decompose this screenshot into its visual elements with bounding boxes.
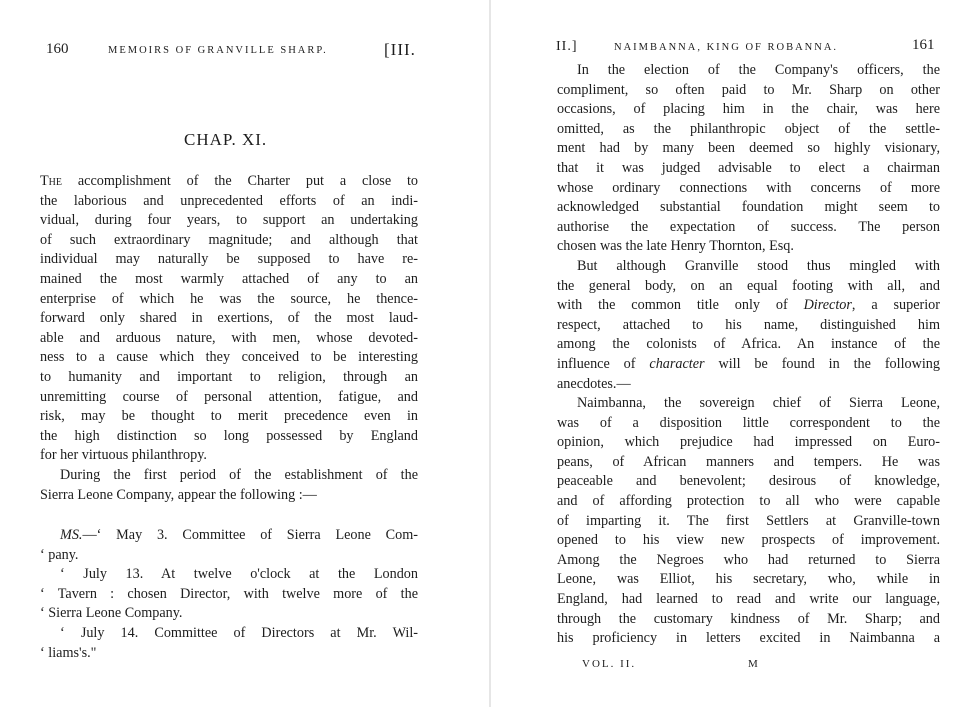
chapter-title: CHAP. XI. [184, 130, 268, 149]
body-line: that it was judged advisable to elect a chairman [557, 159, 940, 176]
body-line: individual may naturally be supposed to have re- [40, 251, 418, 268]
body-line: and of affording protection to all who were capable [557, 493, 940, 510]
body-line: forward only shared in exertions, of the most laud- [40, 310, 418, 327]
body-line: vidual, during four years, to support an undertaking [40, 212, 418, 229]
body-line: mained the most warmly attached of any to an [40, 270, 418, 287]
left-body-text [40, 172, 418, 505]
body-line: Naimbanna, the sovereign chief of Sierra Leone, [577, 395, 940, 412]
body-line: Leone, was Elliot, his secretary, who, while in [557, 571, 940, 588]
body-line: the high distinction so long possessed by England [40, 427, 418, 444]
signature-mark: M [748, 658, 760, 670]
body-line: with the common title only of Director, a superior [557, 297, 940, 314]
body-line: authorise the expectation of success. The person [557, 218, 940, 235]
body-line: able and arduous nature, with men, whose devoted- [40, 329, 418, 346]
body-line: of imparting it. The first Settlers at Granville-town [557, 512, 940, 529]
body-line: During the first period of the establishment of the [60, 466, 418, 483]
body-line: his proficiency in letters excited in Naimbanna a [557, 630, 940, 647]
body-line: respect, attached to his name, distinguished him [557, 316, 940, 333]
emphasis-character: character [649, 355, 705, 372]
running-head-left: MEMOIRS OF GRANVILLE SHARP. [108, 45, 328, 56]
body-line: opinion, which prejudice had impressed on Euro- [557, 434, 940, 451]
body-line: In the election of the Company's officers, the [577, 62, 940, 78]
emphasis-director: Director [803, 297, 852, 314]
right-page [490, 0, 980, 707]
volume-footer: VOL. II. [582, 658, 637, 670]
quote-line: ‘ Sierra Leone Company. [40, 605, 183, 622]
body-line: ness to a cause which they conceived to be interesting [40, 349, 418, 366]
section-marker-left: [III. [384, 40, 416, 59]
quote-line: ‘ pany. [40, 546, 79, 563]
manuscript-quote [40, 526, 418, 663]
body-line: through the customary kindness of Mr. Sharp; and [557, 610, 940, 627]
body-line: Among the Negroes who had returned to Sierra [557, 551, 940, 568]
drop-word: The [40, 173, 62, 189]
body-line: the laborious and unprecedented efforts of an indi- [40, 192, 418, 209]
page-number-left: 160 [46, 41, 69, 57]
body-line: But although Granville stood thus mingled with [577, 257, 940, 274]
body-line: unremitting course of personal attention, fatigue, and [40, 388, 418, 405]
body-line: peans, of African manners and tempers. He was [557, 453, 940, 470]
body-line: omitted, as the philanthropic object of the settle- [557, 120, 940, 137]
body-line: enterprise of which he was the source, he thence- [40, 290, 418, 307]
body-line: was of a disposition little correspondent to the [557, 414, 940, 431]
body-line: whose ordinary connections with concerns of more [557, 179, 940, 196]
body-line: acknowledged substantial foundation might seem to [557, 199, 940, 216]
body-line: opened to his view new prospects of improvement. [557, 532, 940, 549]
quote-line: MS.—‘ May 3. Committee of Sierra Leone Com- [60, 527, 418, 543]
body-line: peaceable and benevolent; desirous of knowledge, [557, 473, 940, 490]
page-number-right: 161 [912, 37, 935, 53]
body-line: risk, may be thought to merit precedence even in [40, 408, 418, 425]
body-line: chosen was the late Henry Thornton, Esq. [557, 238, 794, 255]
body-line: compliment, so often paid to Mr. Sharp on other [557, 81, 940, 98]
quote-line: ‘ July 14. Committee of Directors at Mr. Wil- [60, 624, 418, 641]
body-line: anecdotes.— [557, 375, 631, 392]
quote-line: ‘ Tavern : chosen Director, with twelve more of the [40, 585, 418, 602]
quote-line: ‘ liams's." [40, 644, 97, 661]
section-marker-right: II.] [556, 39, 578, 54]
body-line: among the colonists of Africa. An instance of the [557, 336, 940, 353]
body-line: for her virtuous philanthropy. [40, 447, 207, 464]
body-line: England, had learned to read and write our language, [557, 591, 940, 608]
running-head-right: NAIMBANNA, KING OF ROBANNA. [614, 42, 839, 53]
body-line: the general body, on an equal footing with all, and [557, 277, 940, 294]
quote-line: ‘ July 13. At twelve o'clock at the London [60, 566, 418, 583]
body-line: The accomplishment of the Charter put a close to [40, 173, 418, 189]
body-line: influence of character will be found in the following [557, 355, 940, 372]
ms-label: MS. [60, 527, 83, 543]
body-line: to humanity and important to religion, through an [40, 368, 418, 385]
right-body-text [557, 61, 940, 649]
body-line: Sierra Leone Company, appear the following :— [40, 486, 317, 503]
body-line: occasions, of placing him in the chair, was here [557, 101, 940, 118]
body-line: ment had by many been deemed so highly visionary, [557, 140, 940, 157]
body-line: of such extraordinary magnitude; and although that [40, 231, 418, 248]
